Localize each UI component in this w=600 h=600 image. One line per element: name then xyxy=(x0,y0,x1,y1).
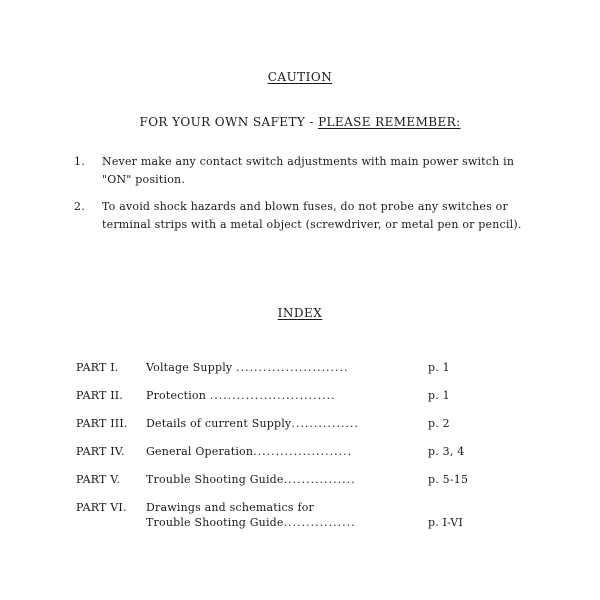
part-label: PART V. xyxy=(76,473,121,486)
rule-text xyxy=(102,198,574,234)
rule-number: 2. xyxy=(74,200,85,213)
index-title-text: INDEX xyxy=(277,306,323,320)
page-reference: p. 3, 4 xyxy=(428,445,465,458)
safety-emphasis: PLEASE REMEMBER: xyxy=(318,115,461,129)
part-label: PART I. xyxy=(76,361,119,374)
part-title: Details of current Supply xyxy=(146,417,292,430)
part-description xyxy=(146,472,404,487)
part-label: PART II. xyxy=(76,389,124,402)
part-description xyxy=(146,444,404,459)
part-title: Voltage Supply xyxy=(146,361,233,374)
page-reference: p. 2 xyxy=(428,417,450,430)
page-reference: p. 1 xyxy=(428,361,450,374)
safety-reminder-heading xyxy=(0,115,600,129)
part-description xyxy=(146,388,404,403)
part-label: PART VI. xyxy=(76,501,127,514)
safety-prefix: FOR YOUR OWN SAFETY - xyxy=(139,115,319,129)
page-reference: p. 5-15 xyxy=(428,473,469,486)
rule-line: "ON" position. xyxy=(102,173,186,186)
leader-dots: ............................ xyxy=(209,389,336,402)
part-description xyxy=(146,500,404,530)
part-title: Protection xyxy=(146,389,207,402)
page-reference: p. 1 xyxy=(428,389,450,402)
safety-rules-list xyxy=(74,153,574,243)
index-entry-part-1 xyxy=(76,360,536,375)
leader-dots: ................ xyxy=(283,473,356,486)
index-entry-part-5 xyxy=(76,472,536,487)
index-entry-part-6 xyxy=(76,500,536,530)
leader-dots: ................ xyxy=(283,516,356,529)
index-entry-part-2 xyxy=(76,388,536,403)
part-title: Trouble Shooting Guide xyxy=(146,473,284,486)
rule-line: terminal strips with a metal object (screwdriver, or metal pen or pencil). xyxy=(102,218,522,231)
caution-title-text: CAUTION xyxy=(267,70,333,84)
part-description xyxy=(146,360,404,375)
part-label: PART IV. xyxy=(76,445,125,458)
rule-number: 1. xyxy=(74,155,85,168)
caution-heading xyxy=(0,70,600,84)
leader-dots: ...................... xyxy=(253,445,353,458)
part-title-line1: Drawings and schematics for xyxy=(146,501,314,514)
leader-dots: ............... xyxy=(291,417,359,430)
index-table xyxy=(76,360,536,530)
part-title: General Operation xyxy=(146,445,254,458)
safety-rule-1 xyxy=(74,153,574,189)
page-reference: p. I-VI xyxy=(428,516,463,529)
index-heading xyxy=(0,306,600,320)
part-description xyxy=(146,416,404,431)
part-title: Trouble Shooting Guide xyxy=(146,516,284,529)
index-entry-part-4 xyxy=(76,444,536,459)
part-label: PART III. xyxy=(76,417,128,430)
leader-dots: ......................... xyxy=(236,361,349,374)
safety-rule-2 xyxy=(74,198,574,234)
rule-line: Never make any contact switch adjustments with main power switch in xyxy=(102,155,515,168)
rule-line: To avoid shock hazards and blown fuses, do not probe any switches or xyxy=(102,200,508,213)
index-entry-part-3 xyxy=(76,416,536,431)
rule-text xyxy=(102,153,574,189)
